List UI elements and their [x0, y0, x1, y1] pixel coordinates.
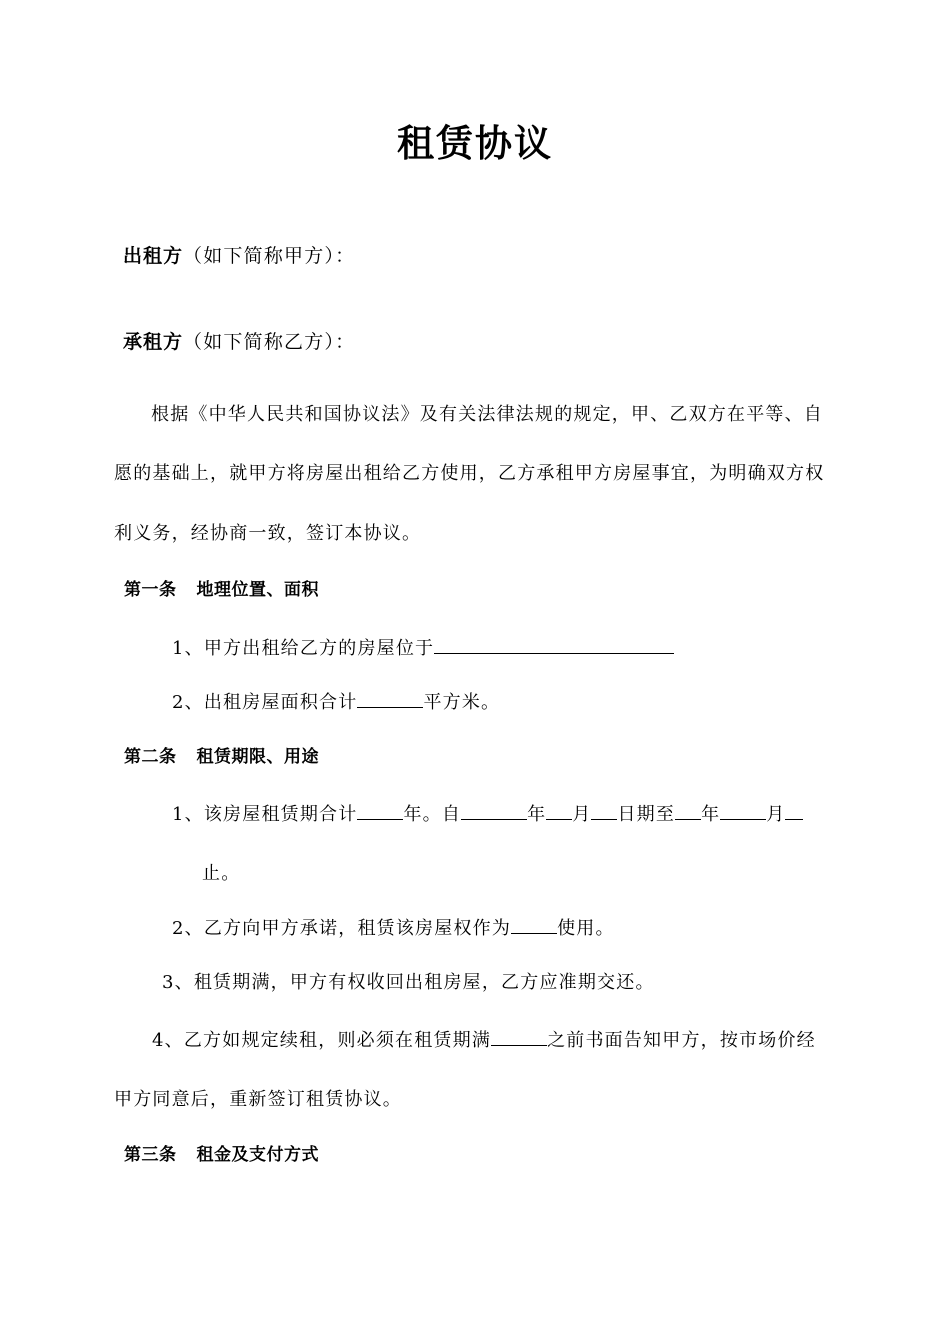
article-3-title: 租金及支付方式: [196, 1145, 319, 1165]
article-2-number: 第二条: [124, 747, 177, 767]
article-1-number: 第一条: [124, 580, 177, 600]
article-2-title: 租赁期限、用途: [196, 747, 319, 767]
preamble-line-1: 根据《中华人民共和国协议法》及有关法律法规的规定，甲、乙双方在平等、自: [151, 404, 823, 425]
document-title: 租赁协议: [397, 122, 553, 165]
lessor-label: 出租方: [123, 245, 184, 267]
article-2-item-4: [152, 1028, 816, 1053]
preamble-line-3: 利义务，经协商一致，签订本协议。: [114, 523, 422, 544]
item-text: 2、出租房屋面积合计: [172, 692, 358, 713]
item-text: 使用。: [557, 918, 615, 939]
area-blank[interactable]: [357, 690, 423, 708]
article-2-item-3: 3、租赁期满，甲方有权收回出租房屋，乙方应准期交还。: [162, 972, 655, 993]
item-text: 日期至: [617, 804, 676, 825]
article-1-item-2: [172, 690, 500, 715]
lessee-line: [123, 330, 355, 354]
article-1-title: 地理位置、面积: [196, 580, 319, 600]
article-2-item-1: [172, 802, 803, 827]
preamble-line-2: 愿的基础上，就甲方将房屋出租给乙方使用，乙方承租甲方房屋事宜，为明确双方权: [114, 463, 825, 484]
start-day-blank[interactable]: [591, 802, 617, 820]
article-2-item-2: [172, 916, 615, 941]
start-month-blank[interactable]: [546, 802, 572, 820]
usage-blank[interactable]: [511, 916, 557, 934]
lessee-note: （如下简称乙方）：: [183, 331, 356, 353]
article-2-item-4-cont: 甲方同意后，重新签订租赁协议。: [114, 1089, 402, 1110]
renewal-notice-blank[interactable]: [491, 1028, 547, 1046]
lessor-note: （如下简称甲方）：: [183, 245, 356, 267]
item-text: 年。自: [403, 804, 462, 825]
item-text: 平方米。: [423, 692, 501, 713]
end-day-blank[interactable]: [785, 802, 803, 820]
item-text: 1、甲方出租给乙方的房屋位于: [172, 638, 435, 659]
end-month-blank[interactable]: [720, 802, 766, 820]
item-text: 4、乙方如规定续租，则必须在租赁期满: [152, 1030, 492, 1051]
article-2-heading: [124, 745, 319, 769]
item-text: 之前书面告知甲方，按市场价经: [547, 1030, 816, 1051]
item-text: 2、乙方向甲方承诺，租赁该房屋权作为: [172, 918, 512, 939]
item-text: 月: [572, 804, 592, 825]
article-3-number: 第三条: [124, 1145, 177, 1165]
start-year-blank[interactable]: [461, 802, 527, 820]
item-text: 年: [527, 804, 547, 825]
lessor-line: [123, 244, 355, 268]
item-text: 年: [701, 804, 721, 825]
location-blank[interactable]: [434, 636, 674, 654]
article-1-item-1: [172, 636, 674, 661]
article-1-heading: [124, 578, 319, 602]
term-years-blank[interactable]: [357, 802, 403, 820]
lessee-label: 承租方: [123, 331, 184, 353]
item-text: 1、该房屋租赁期合计: [172, 804, 358, 825]
article-3-heading: [124, 1143, 319, 1167]
end-year-blank[interactable]: [675, 802, 701, 820]
item-text: 月: [766, 804, 786, 825]
article-2-item-1-end: 止。: [202, 863, 241, 884]
